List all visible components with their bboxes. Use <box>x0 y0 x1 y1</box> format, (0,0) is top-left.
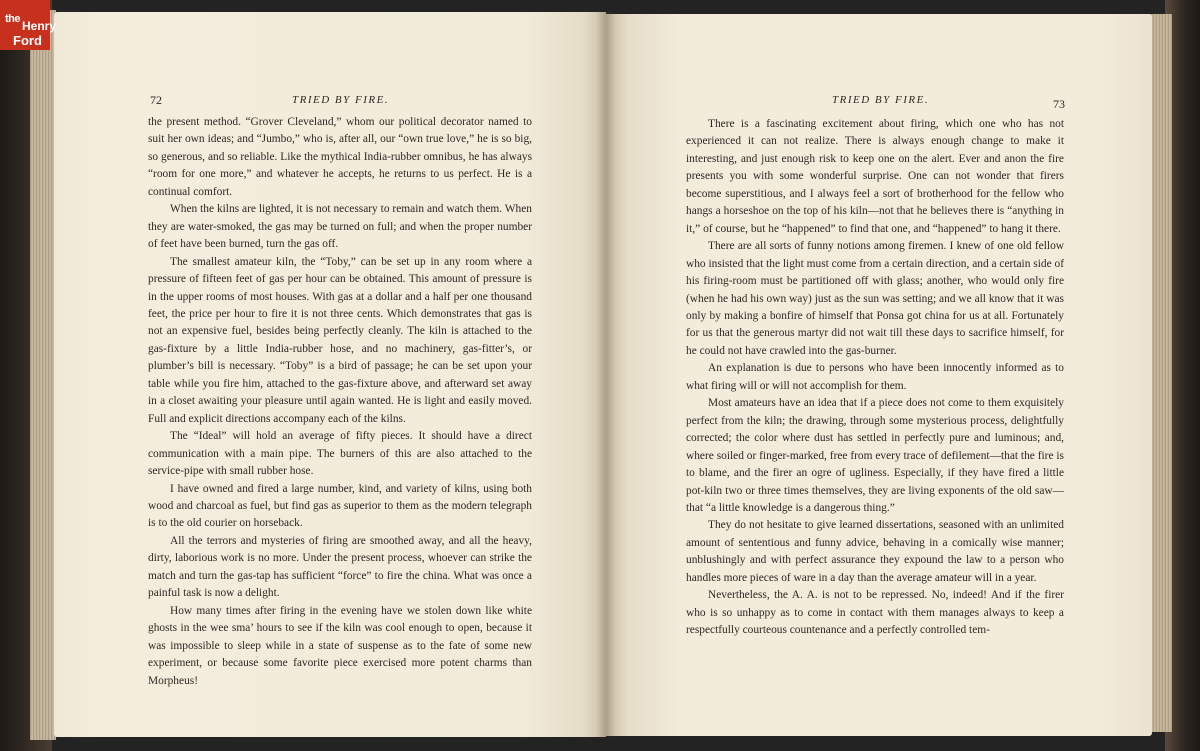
paragraph: They do not hesitate to give learned dissertations, seasoned with an unlimited amount of sententious and funny advice, behaving in a comically wise manner; unblushingly and with perfect assurance they expound the law to a person who handles more pieces of ware in a day than the average amateur will in a year. <box>686 519 1064 584</box>
logo-text-the: the <box>5 13 20 25</box>
paragraph: The smallest amateur kiln, the “Toby,” can be set up in any room where a pressure of fifteen feet of gas per hour can be obtained. This amount of pressure is in the upper rooms of most houses. With gas at a dollar and a half per one thousand feet, the price per hour to fire it is not three cents. Which demonstrates that gas is not an expensive fuel, besides being perfectly cleanly. The kiln is attached to the gas-fixture by a little India-rubber hose, and no machinery, gas-fitter’s, or plumber’s bill is necessary. “Toby” is a bird of passage; he can be set upon your table while you fire him, attached to the gas-fixture above, and afterward set away in a closet awaiting your pleasure until again wanted. He is light and easily moved. Full and explicit directions accompany each of the kilns. <box>148 255 532 425</box>
running-head: TRIED BY FIRE. <box>832 94 930 106</box>
running-head: TRIED BY FIRE. <box>292 94 390 106</box>
paragraph: the present method. “Grover Cleveland,” whom our political decorator named to suit her own ideas; and “Jumbo,” who is, after all, our “own true love,” he is so big, so generous, and so reliable. Like the mythical India-rubber omnibus, he has always “room for one more,” and whatever he accepts, he returns to us perfect. He is a continual comfort. <box>148 116 532 198</box>
page-number: 72 <box>150 93 162 107</box>
paragraph: An explanation is due to persons who have been innocently informed as to what firing will or will not accomplish for them. <box>686 362 1064 392</box>
paragraph: The “Ideal” will hold an average of fifty pieces. It should have a direct communication with a main pipe. The burners of this are also attached to the service-pipe with small rubber hose. <box>148 430 532 478</box>
paragraph: When the kilns are lighted, it is not necessary to remain and watch them. When they are water-smoked, the gas may be turned on full; and when the proper number of feet have been burned, turn the gas off. <box>148 203 532 251</box>
paragraph: Nevertheless, the A. A. is not to be repressed. No, indeed! And if the firer who is so unhappy as to come in contact with them manages always to keep a respectfully courteous countenance and a perfectly controlled tem- <box>686 589 1064 637</box>
page-number: 73 <box>1053 97 1065 111</box>
body-text <box>148 114 532 690</box>
paragraph: Most amateurs have an idea that if a piece does not come to them exquisitely perfect from the kiln; the drawing, through some mysterious process, delightfully corrected; the color where dust has settled in perfectly pure and luminous; and, where soiled or finger-marked, free from every trace of defilement—that the fire is to blame, and the firer an ogre of ugliness. Especially, if they have fired a little pot-kiln two or three times themselves, they are living exponents of the old saw—that “a little knowledge is a dangerous thing.” <box>686 397 1064 514</box>
paragraph: I have owned and fired a large number, kind, and variety of kilns, using both wood and charcoal as fuel, but find gas as superior to them as the modern telegraph is to the old courier on horseback. <box>148 482 532 530</box>
henry-ford-logo <box>0 0 57 50</box>
left-page <box>54 12 606 737</box>
paragraph: There is a fascinating excitement about firing, which one who has not experienced it can not realize. There is always enough change to make it interesting, and just enough risk to keep one on the alert. Ever and anon the fire presents you with some wonderful surprise. One can not wonder that firers become superstitious, and I always feel a sort of brotherhood for the fellow who hangs a horseshoe on the top of his kiln—not that he believes there is “anything in it,” of course, but he “happened” to find that one, and “happened” to hang it there. <box>686 118 1064 235</box>
logo-text-ford: Ford <box>13 33 42 48</box>
body-text <box>686 116 1064 640</box>
logo-text-henry: Henry <box>22 19 57 33</box>
paragraph: How many times after firing in the evening have we stolen down like white ghosts in the wee sma’ hours to see if the kiln was cool enough to open, because it was impossible to sleep while in a state of suspense as to the fate of some new experiment, or because some favorite piece exercised more potent charms than Morpheus! <box>148 604 532 687</box>
right-page <box>606 14 1152 736</box>
page-edges-left <box>30 10 56 740</box>
book-gutter <box>596 12 616 737</box>
paragraph: There are all sorts of funny notions among firemen. I knew of one old fellow who insisted that the light must come from a certain direction, and a certain side of his firing-room must be partitioned off with glass; another, who would only fire (when he had his own way) just as the sun was setting; and we all know that it was only by making a bonfire of himself that Ponsa got china for us at all. Fortunately for us that the generous martyr did not wait till these days to sacrifice himself, for he could not have crawled into the gas-burner. <box>686 240 1064 357</box>
paragraph: All the terrors and mysteries of firing are smoothed away, and all the heavy, dirty, laborious work is no more. Under the present process, whoever can strike the match and turn the gas-tap has sufficient “force” to fire the china. What was once a painful task is now a delight. <box>148 534 532 600</box>
